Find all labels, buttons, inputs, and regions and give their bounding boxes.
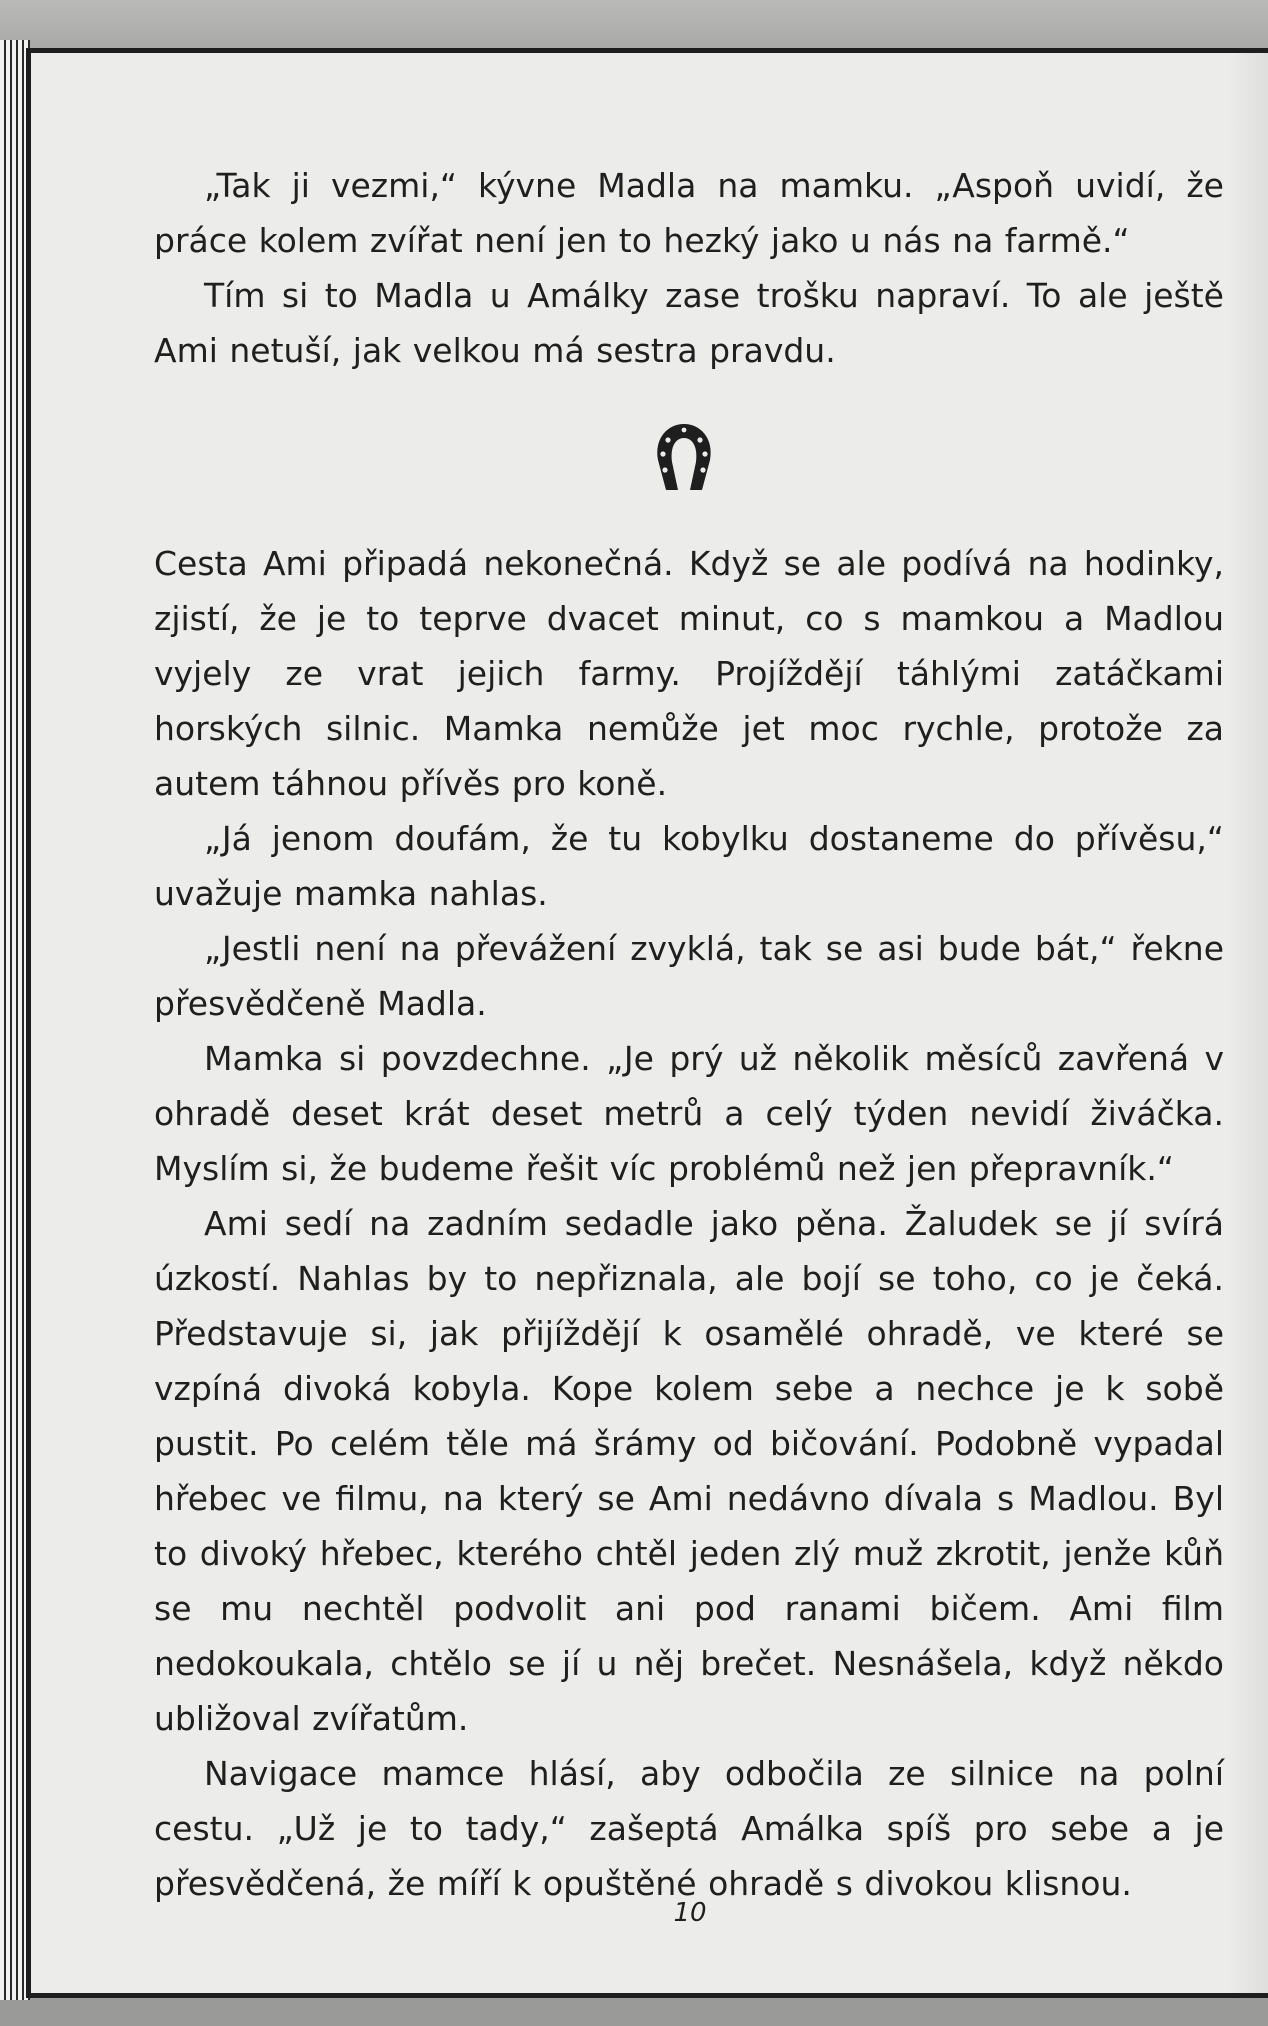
paragraph: Navigace mamce hlásí, aby odbočila ze silnice na polní cestu. „Už je to tady,“ zašeptá Amálka spíš pro sebe a je přesvědčená, že míří k opuštěné ohradě s divokou klisnou. bbox=[154, 1754, 1224, 1903]
paragraph: „Jestli není na převážení zvyklá, tak se asi bude bát,“ řekne přesvědčeně Madla. bbox=[154, 929, 1224, 1023]
page-shade bbox=[1228, 53, 1268, 1993]
page-number: 10 bbox=[673, 1898, 707, 1928]
text-section-2 bbox=[154, 536, 1224, 1911]
paragraph: „Já jenom doufám, že tu kobylku dostaneme do přívěsu,“ uvažuje mamka nahlas. bbox=[154, 819, 1224, 913]
text-section-1 bbox=[154, 158, 1224, 378]
paragraph: „Tak ji vezmi,“ kývne Madla na mamku. „Aspoň uvidí, že práce kolem zvířat není jen to hezký jako u nás na farmě.“ bbox=[154, 166, 1224, 260]
paragraph: Ami sedí na zadním sedadle jako pěna. Žaludek se jí svírá úzkostí. Nahlas by to nepřiznala, ale bojí se toho, co je čeká. Představuje si, jak přijíždějí k osamělé ohradě, ve které se vzpíná divoká kobyla. Kope kolem sebe a nechce je k sobě pustit. Po celém těle má šrámy od bičování. Podobně vypadal hřebec ve filmu, na který se Ami nedávno dívala s Madlou. Byl to divoký hřebec, kterého chtěl jeden zlý muž zkrotit, jenže kůň se mu nechtěl podvolit ani pod ranami bičem. Ami film nedokoukala, chtělo se jí u něj brečet. Nesnášela, když někdo ubližoval zvířatům. bbox=[154, 1204, 1224, 1738]
paragraph: Cesta Ami připadá nekonečná. Když se ale podívá na hodinky, zjistí, že je to teprve dvacet minut, co s mamkou a Madlou vyjely ze vrat jejich farmy. Projíždějí táhlými zatáčkami horských silnic. Mamka nemůže jet moc rychle, protože za autem táhnou přívěs pro koně. bbox=[154, 544, 1224, 803]
paragraph: Tím si to Madla u Amálky zase trošku napraví. To ale ještě Ami netuší, jak velkou má sestra pravdu. bbox=[154, 276, 1224, 370]
horseshoe-icon bbox=[652, 420, 716, 494]
scan-background bbox=[0, 0, 1268, 50]
paragraph: Mamka si povzdechne. „Je prý už několik měsíců zavřená v ohradě deset krát deset metrů a celý týden nevidí živáčka. Myslím si, že budeme řešit víc problémů než jen přepravník.“ bbox=[154, 1039, 1224, 1188]
